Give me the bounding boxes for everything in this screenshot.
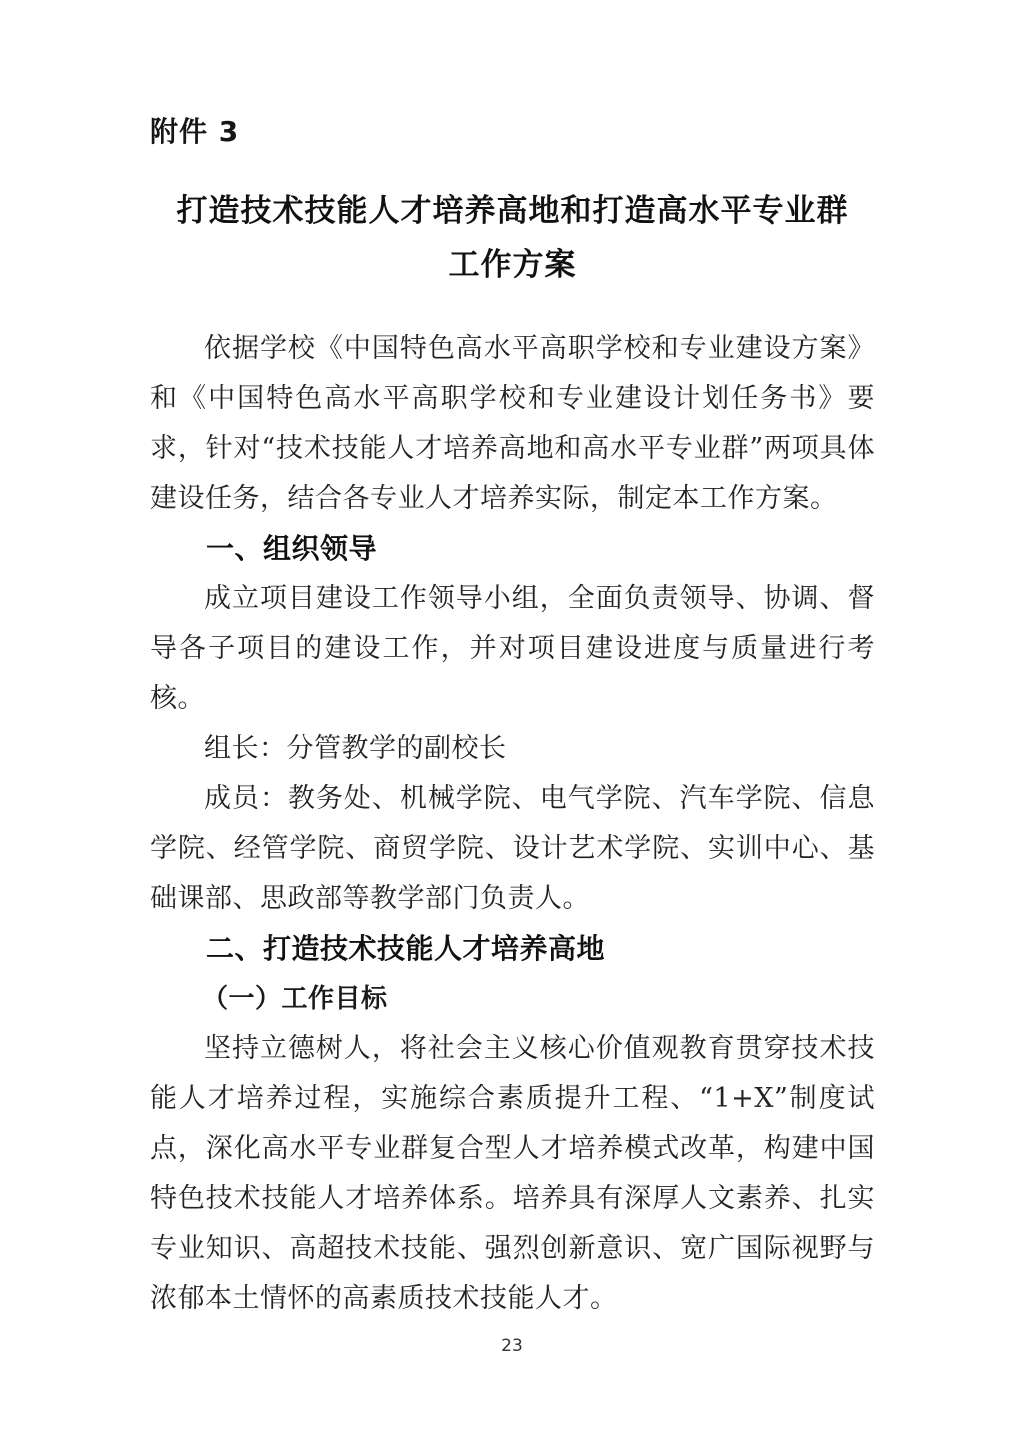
page-number: 23 [501,1336,523,1356]
section-heading-talent-highland: 二、打造技术技能人才培养高地 [206,932,606,965]
paragraph-intro: 依据学校《中国特色高水平高职学校和专业建设方案》和《中国特色高水平高职学校和专业建设计划任务书》要求，针对“技术技能人才培养高地和高水平专业群”两项具体建设任务，结合各专业人才培养实际，制定本工作方案。 [150,333,875,514]
paragraph-work-goals: 坚持立德树人，将社会主义核心价值观教育贯穿技术技能人才培养过程，实施综合素质提升工程、“1+X”制度试点，深化高水平专业群复合型人才培养模式改革，构建中国特色技术技能人才培养体系。培养具有深厚人文素养、扎实专业知识、高超技术技能、强烈创新意识、宽广国际视野与浓郁本土情怀的高素质技术技能人才。 [150,1033,875,1314]
paragraph-group-leader: 组长：分管教学的副校长 [204,733,507,764]
paragraph-group-members: 成员：教务处、机械学院、电气学院、汽车学院、信息学院、经管学院、商贸学院、设计艺术学院、实训中心、基础课部、思政部等教学部门负责人。 [150,783,875,914]
document-body [150,324,875,1324]
document-title-line-1: 打造技术技能人才培养高地和打造高水平专业群 [176,193,849,229]
section-heading-organization-leadership: 一、组织领导 [206,532,378,565]
document-title-line-2: 工作方案 [448,247,577,283]
sub-heading-work-goals: （一）工作目标 [202,984,388,1014]
document-title [150,184,875,292]
attachment-label: 附件 3 [150,115,240,148]
paragraph-leading-group: 成立项目建设工作领导小组，全面负责领导、协调、督导各子项目的建设工作，并对项目建设进度与质量进行考核。 [150,583,875,714]
